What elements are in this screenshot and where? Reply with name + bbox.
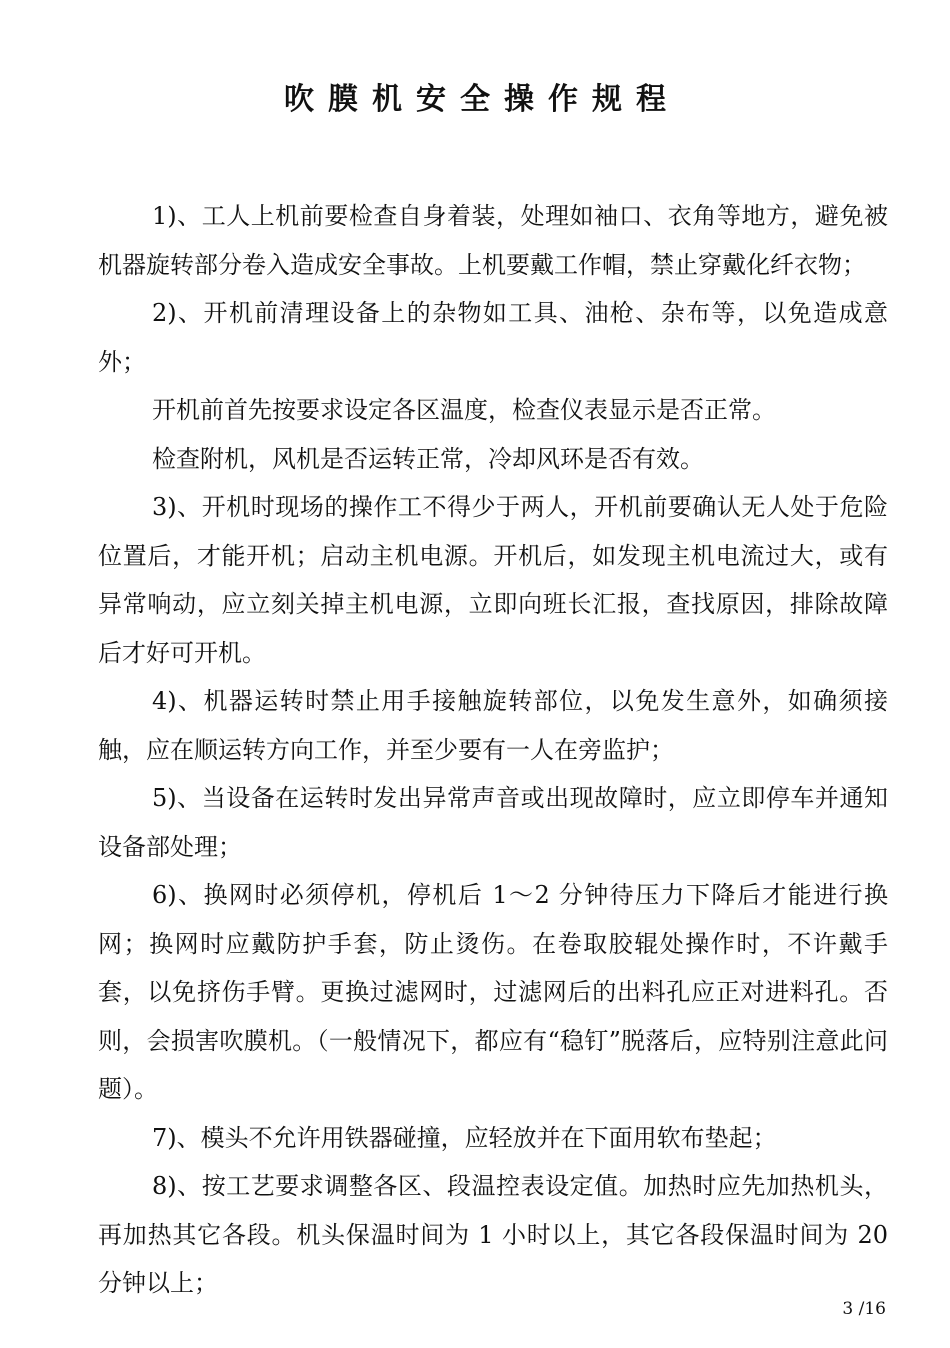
paragraph-7: 5)、当设备在运转时发出异常声音或出现故障时，应立即停车并通知设备部处理； bbox=[98, 784, 888, 861]
paragraph-2: 2)、开机前清理设备上的杂物如工具、油枪、杂布等，以免造成意外； bbox=[98, 299, 888, 376]
paragraph-6: 4)、机器运转时禁止用手接触旋转部位，以免发生意外，如确须接触，应在顺运转方向工作，并至少要有一人在旁监护； bbox=[98, 687, 888, 764]
paragraph-8: 6)、换网时必须停机，停机后 1～2 分钟待压力下降后才能进行换网；换网时应戴防护手套，防止烫伤。在卷取胶辊处操作时，不许戴手套，以免挤伤手臂。更换过滤网时，过滤网后的出料孔应正对进料孔。否则，会损害吹膜机。（一般情况下，都应有“稳钉”脱落后，应特别注意此问题）。 bbox=[98, 881, 888, 1103]
paragraph-1: 1)、工人上机前要检查自身着装，处理如袖口、衣角等地方，避免被机器旋转部分卷入造成安全事故。上机要戴工作帽，禁止穿戴化纤衣物； bbox=[98, 202, 888, 279]
paragraph-10: 8)、按工艺要求调整各区、段温控表设定值。加热时应先加热机头，再加热其它各段。机头保温时间为 1 小时以上，其它各段保温时间为 20 分钟以上； bbox=[98, 1172, 888, 1297]
paragraph-5: 3)、开机时现场的操作工不得少于两人，开机前要确认无人处于危险位置后，才能开机；启动主机电源。开机后，如发现主机电流过大，或有异常响动，应立刻关掉主机电源，立即向班长汇报，查找原因，排除故障后才好可开机。 bbox=[98, 493, 888, 667]
page-number: 3 /16 bbox=[842, 1299, 886, 1319]
paragraph-9: 7)、模头不允许用铁器碰撞，应轻放并在下面用软布垫起； bbox=[152, 1123, 777, 1152]
paragraph-4: 检查附机，风机是否运转正常，冷却风环是否有效。 bbox=[152, 444, 704, 473]
document-body bbox=[98, 192, 888, 1308]
paragraph-3: 开机前首先按要求设定各区温度，检查仪表显示是否正常。 bbox=[152, 396, 776, 424]
document-title: 吹膜机安全操作规程 bbox=[284, 82, 680, 117]
